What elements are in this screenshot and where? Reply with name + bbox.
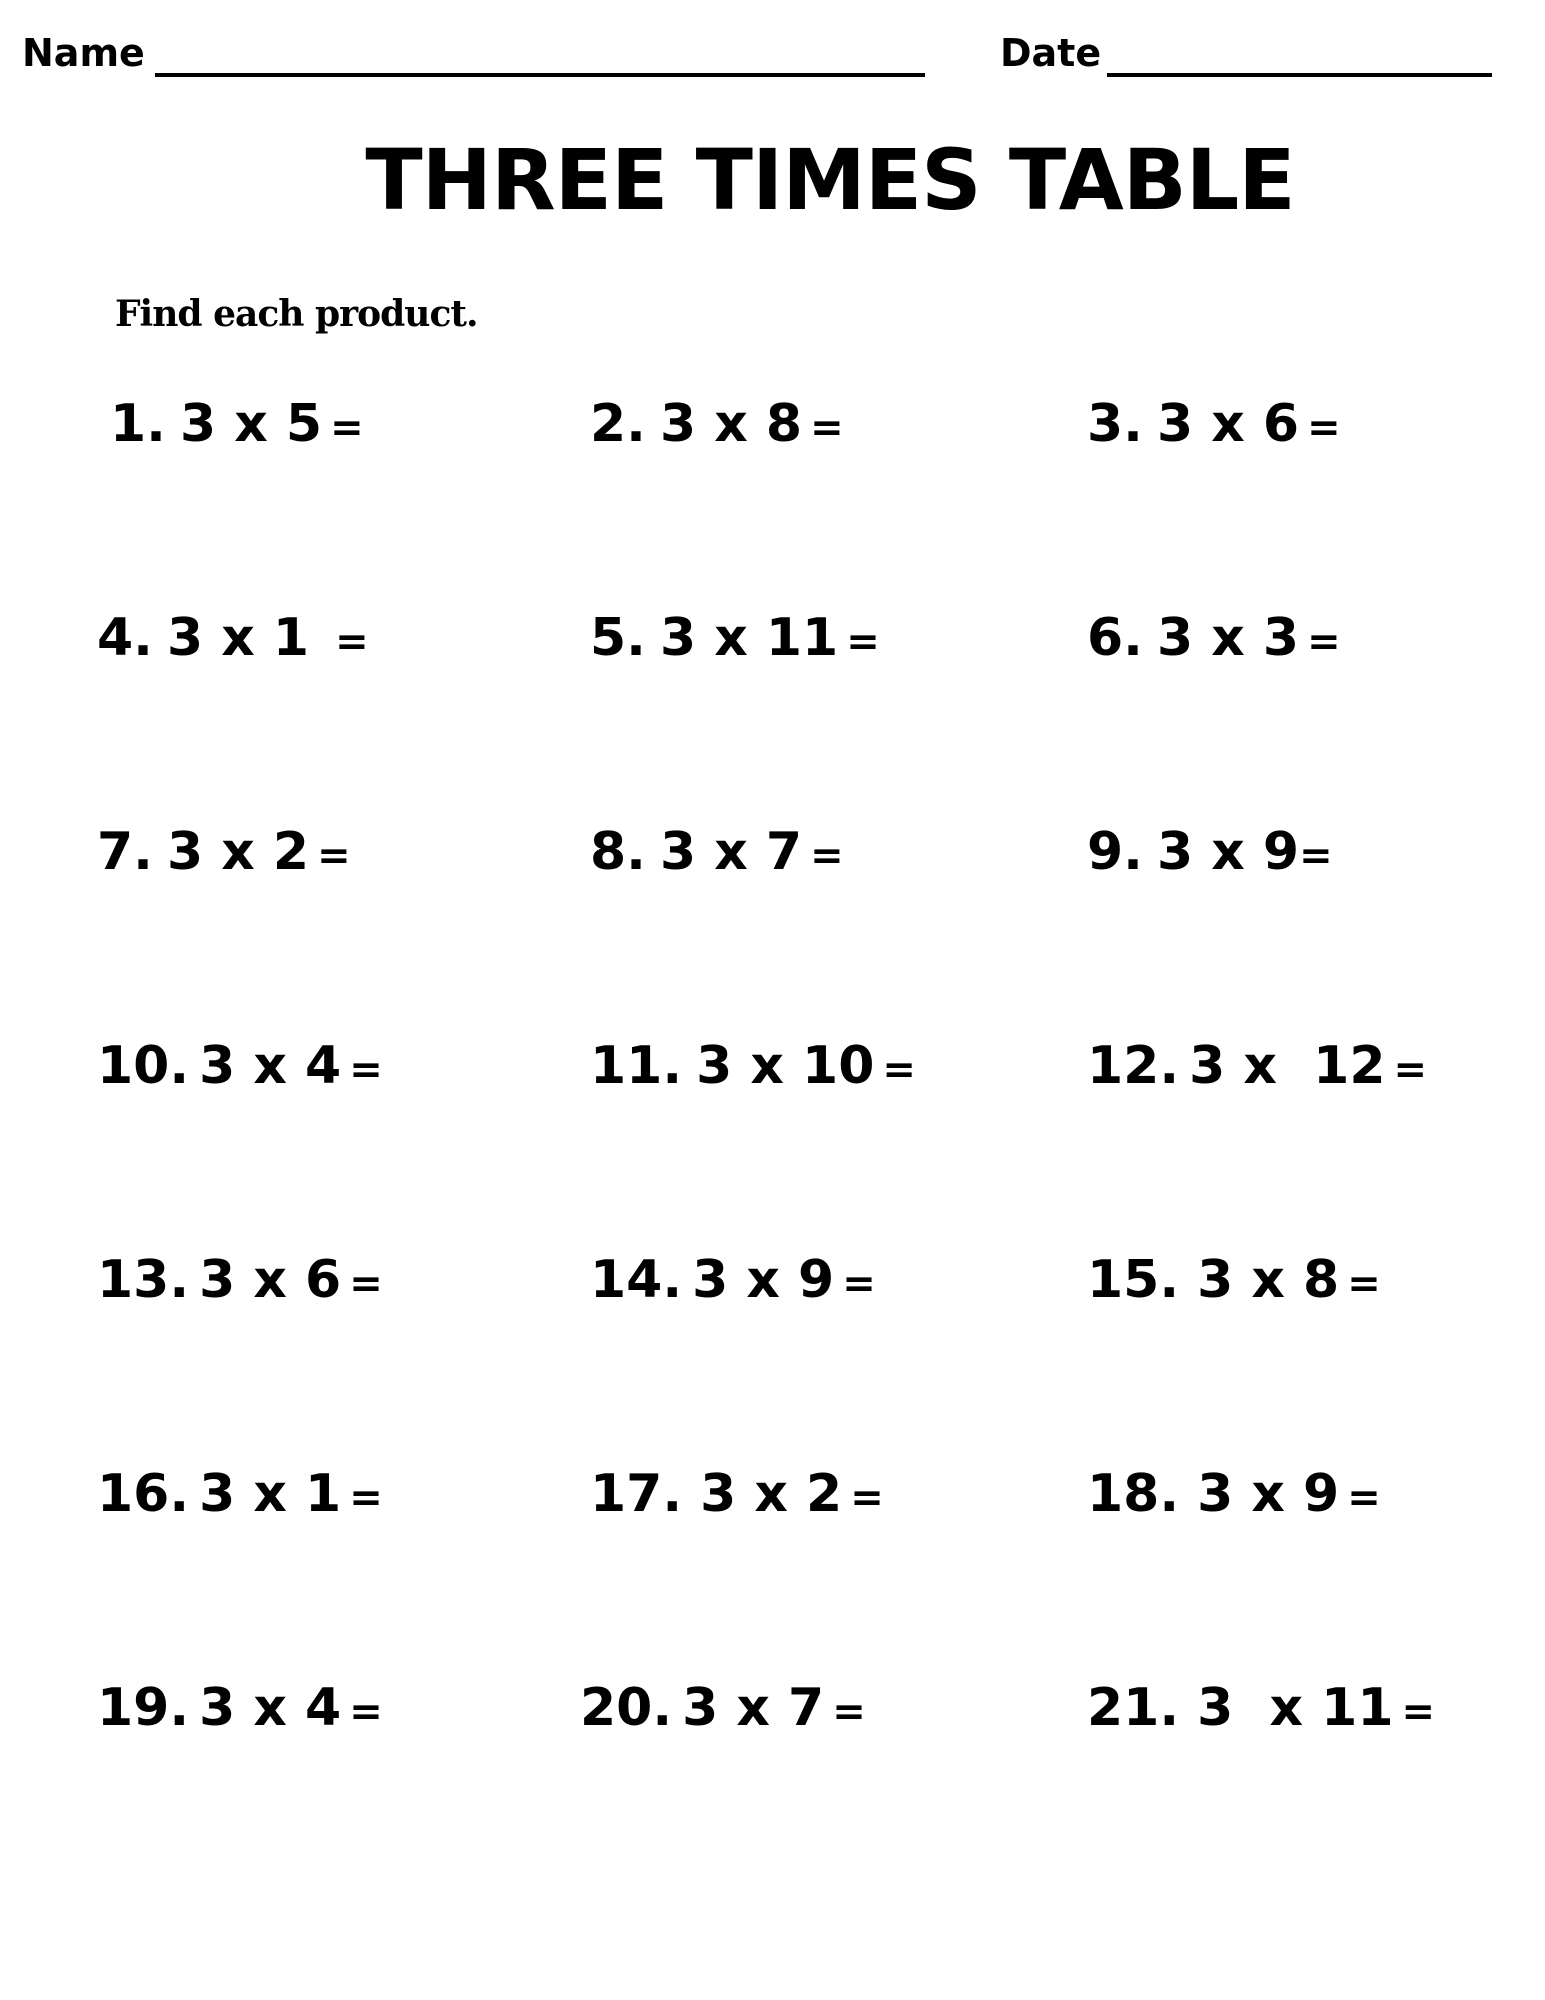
problem-item [97,1248,383,1316]
equals-sign: = [1347,1475,1381,1521]
instructions: Find each product. [115,293,478,335]
equals-sign: = [846,619,880,665]
problem-number: 21. [1087,1678,1180,1738]
problem-number: 8. [590,822,646,882]
problem-expression: 3 x 10 [696,1036,875,1096]
name-blank-line [155,73,925,77]
equals-sign: = [882,1047,916,1093]
problem-expression: 3 x 9 [692,1250,835,1310]
date-blank-line [1107,73,1492,77]
equals-sign: = [810,405,844,451]
equals-sign: = [349,1047,383,1093]
equals-sign: = [1393,1047,1428,1093]
equals-sign: = [1401,1689,1436,1735]
problem-number: 19. [97,1678,190,1738]
problem-number: 1. [110,394,166,454]
problem-expression: 3 x 1 [166,608,328,668]
problem-number: 11. [590,1036,683,1096]
problem-item [1087,1248,1381,1316]
problem-item [97,1034,383,1102]
equals-sign: = [1299,833,1333,879]
problem-expression: 3 x 6 [199,1250,342,1310]
problem-item [110,392,364,460]
problem-expression: 3 x 3 [1156,608,1300,668]
problem-number: 9. [1087,822,1143,882]
problem-item [590,1248,876,1316]
problem-item [1087,606,1341,674]
equals-sign: = [810,833,844,879]
problem-expression: 3 x 4 [199,1678,342,1738]
problem-expression: 3 x 11 [1197,1678,1394,1738]
problem-expression: 3 x 8 [1197,1250,1340,1310]
problem-number: 6. [1087,608,1143,668]
equals-sign: = [1347,1261,1381,1307]
problem-expression: 3 x 12 [1189,1036,1386,1096]
equals-sign: = [317,833,351,879]
equals-sign: = [349,1261,383,1307]
equals-sign: = [1307,619,1341,665]
problem-expression: 3 x 2 [166,822,310,882]
problem-number: 15. [1087,1250,1180,1310]
problem-number: 7. [97,822,153,882]
problem-number: 4. [97,608,153,668]
equals-sign: = [1307,405,1341,451]
problem-number: 14. [590,1250,683,1310]
problem-expression: 3 x 11 [659,608,839,668]
problem-number: 12. [1087,1036,1180,1096]
equals-sign: = [349,1475,383,1521]
equals-sign: = [330,405,364,451]
equals-sign: = [832,1689,866,1735]
problem-number: 3. [1087,394,1143,454]
equals-sign: = [850,1475,884,1521]
problem-expression: 3 x 1 [199,1464,342,1524]
problem-expression: 3 x 6 [1156,394,1300,454]
problem-item [1087,1676,1435,1744]
equals-sign: = [349,1689,383,1735]
problem-number: 10. [97,1036,190,1096]
worksheet-title: THREE TIMES TABLE [365,131,1295,229]
problem-item [1087,1034,1427,1102]
problem-expression: 3 x 2 [700,1464,843,1524]
problem-item [97,1462,383,1530]
problem-expression: 3 x 4 [199,1036,342,1096]
problem-item [1087,820,1333,888]
problem-expression: 3 x 9 [1197,1464,1340,1524]
equals-sign: = [335,619,369,665]
problem-item [590,1034,916,1102]
problem-expression: 3 x 7 [682,1678,825,1738]
problem-item [590,1462,884,1530]
problem-item [1087,1462,1381,1530]
problem-item [97,820,351,888]
date-label: Date [1000,31,1102,75]
problem-number: 18. [1087,1464,1180,1524]
problem-item [97,606,369,674]
problem-item [97,1676,383,1744]
problem-item [590,820,844,888]
problem-expression: 3 x 9 [1156,822,1300,882]
problem-expression: 3 x 8 [659,394,803,454]
problem-number: 17. [590,1464,683,1524]
problem-item [590,606,880,674]
problem-number: 5. [590,608,646,668]
problem-number: 16. [97,1464,190,1524]
problem-number: 20. [580,1678,673,1738]
problem-item [590,392,844,460]
equals-sign: = [842,1261,876,1307]
problem-item [580,1676,866,1744]
problem-number: 13. [97,1250,190,1310]
problem-expression: 3 x 5 [179,394,323,454]
problem-number: 2. [590,394,646,454]
name-label: Name [22,31,145,75]
problem-item [1087,392,1341,460]
problem-expression: 3 x 7 [659,822,803,882]
